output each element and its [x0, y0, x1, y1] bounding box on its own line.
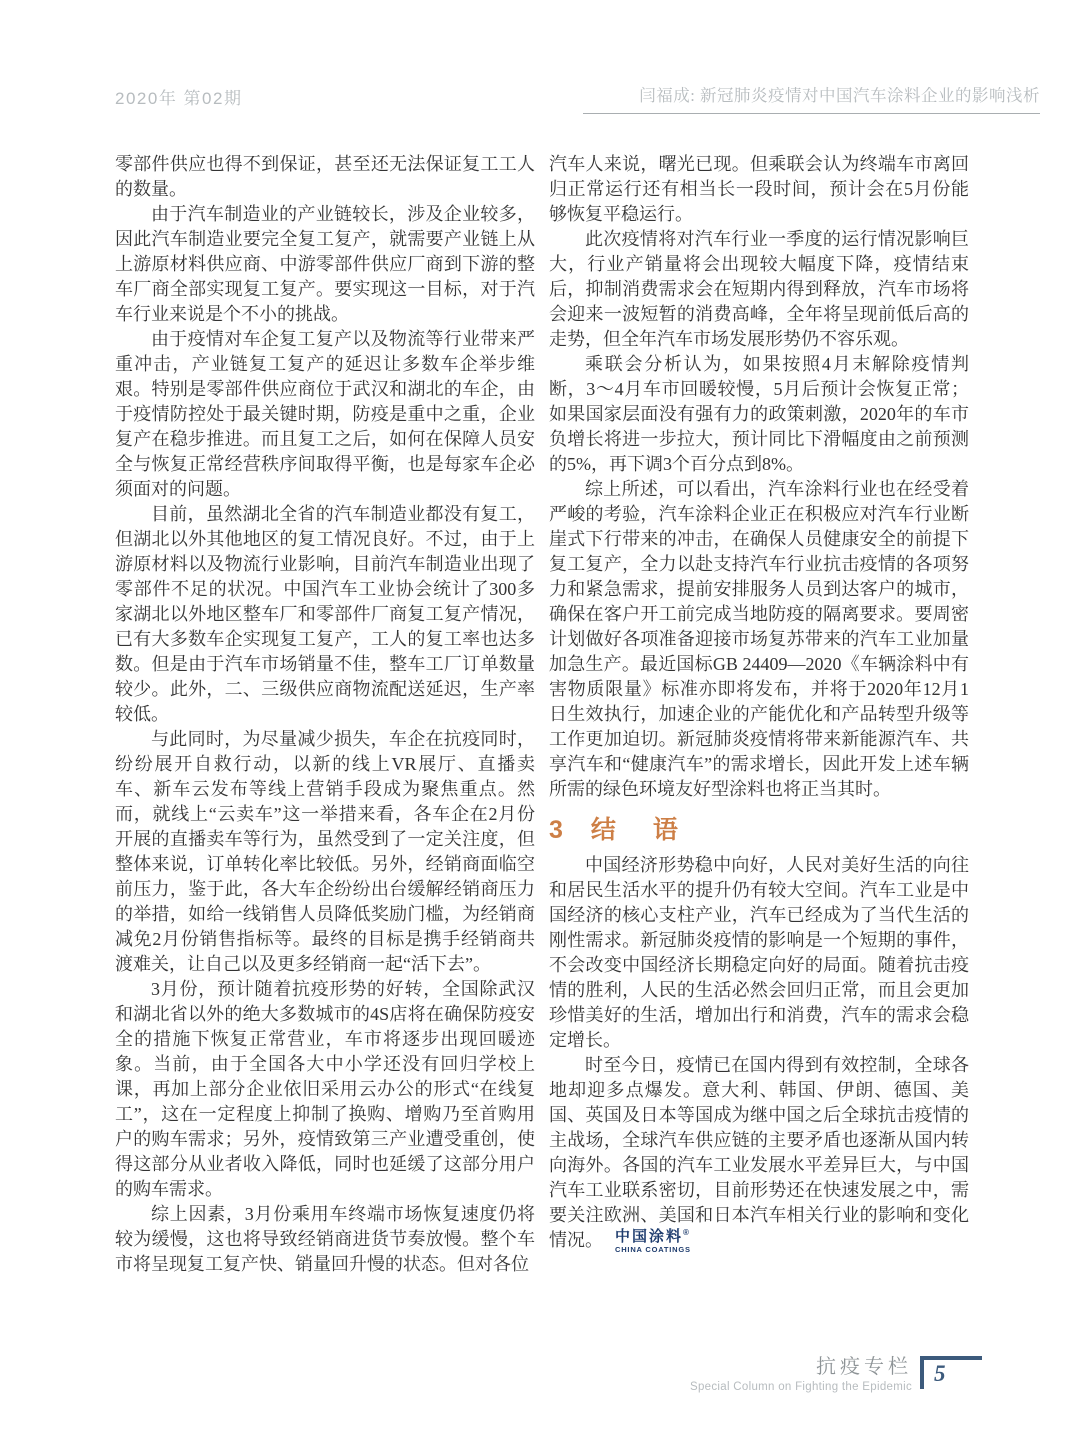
- column-name-chinese: 抗疫专栏: [816, 1356, 912, 1378]
- issue-label: 2020年 第02期: [115, 89, 243, 108]
- page-footer: [690, 1356, 982, 1393]
- running-title: 闫福成: 新冠肺炎疫情对中国汽车涂料企业的影响浅析: [583, 82, 1040, 114]
- paragraph: 此次疫情将对汽车行业一季度的运行情况影响巨大，行业产销量将会出现较大幅度下降，疫情结束后，抑制消费需求会在短期内得到释放，汽车市场将会迎来一波短暂的消费高峰，全年将呈现前低后高的走势，但全年汽车市场发展形势仍不容乐观。: [549, 229, 969, 349]
- left-column: [115, 152, 535, 1277]
- page-number-box: [920, 1356, 982, 1389]
- column-name-english: Special Column on Fighting the Epidemic: [689, 1381, 912, 1393]
- column-name-block: [690, 1356, 912, 1393]
- paragraph: 中国经济形势稳中向好，人民对美好生活的向往和居民生活水平的提升仍有较大空间。汽车工业是中国经济的核心支柱产业，汽车已经成为了当代生活的刚性需求。新冠肺炎疫情的影响是一个短期的事件，不会改变中国经济长期稳定向好的局面。随着抗击疫情的胜利，人民的生活必然会回归正常，而且会更加珍惜美好的生活，增加出行和消费，汽车的需求会稳定增长。: [549, 855, 969, 1050]
- paragraph: 由于汽车制造业的产业链较长，涉及企业较多，因此汽车制造业要完全复工复产，就需要产业链上从上游原材料供应商、中游零部件供应厂商到下游的整车厂商全部实现复工复产。要实现这一目标，对于汽车行业来说是个不小的挑战。: [115, 204, 535, 324]
- registered-trademark-mark: ®: [683, 1228, 689, 1237]
- paragraph: 零部件供应也得不到保证，甚至还无法保证复工工人的数量。: [115, 154, 535, 199]
- paragraph: 综上因素，3月份乘用车终端市场恢复速度仍将较为缓慢，这也将导致经销商进货节奏放慢。整个车市将呈现复工复产快、销量回升慢的状态。但对各位: [115, 1204, 535, 1274]
- paragraph-text: 时至今日，疫情已在国内得到有效控制，全球各地却迎多点爆发。意大利、韩国、伊朗、德国、美国、英国及日本等国成为继中国之后全球抗击疫情的主战场，全球汽车供应链的主要矛盾也逐渐从国内转向海外。各国的汽车工业发展水平差异巨大，与中国汽车工业联系密切，目前形势还在快速发展之中，需要关注欧洲、美国和日本汽车相关行业的影响和变化情况。: [549, 1055, 969, 1250]
- page-number: 5: [934, 1361, 946, 1386]
- paragraph: 综上所述，可以看出，汽车涂料行业也在经受着严峻的考验，汽车涂料企业正在积极应对汽车行业断崖式下行带来的冲击，在确保人员健康安全的前提下复工复产，全力以赴支持汽车行业抗击疫情的各项努力和紧急需求，提前安排服务人员到达客户的城市，确保在客户开工前完成当地防疫的隔离要求。要周密计划做好各项准备迎接市场复苏带来的汽车工业加量加急生产。最近国标GB 24409—2020《车辆涂料中有害物质限量》标准亦即将发布，并将于2020年12月1日生效执行，加速企业的产能优化和产品转型升级等工作更加迫切。新冠肺炎疫情将带来新能源汽车、共享汽车和“健康汽车”的需求增长，因此开发上述车辆所需的绿色环境友好型涂料也将正当其时。: [549, 479, 969, 799]
- paragraph: 乘联会分析认为，如果按照4月末解除疫情判断，3～4月车市回暖较慢，5月后预计会恢复正常；如果国家层面没有强有力的政策刺激，2020年的车市负增长将进一步拉大，预计同比下滑幅度由之前预测的5%，再下调3个百分点到8%。: [549, 354, 969, 474]
- paragraph: 由于疫情对车企复工复产以及物流等行业带来严重冲击，产业链复工复产的延迟让多数车企举步维艰。特别是零部件供应商位于武汉和湖北的车企，由于疫情防控处于最关键时期，防疫是重中之重，企业复产在稳步推进。而且复工之后，如何在保障人员安全与恢复正常经营秩序间取得平衡，也是每家车企必须面对的问题。: [115, 329, 535, 499]
- paragraph: 汽车人来说，曙光已现。但乘联会认为终端车市离回归正常运行还有相当长一段时间，预计会在5月份能够恢复平稳运行。: [549, 154, 969, 224]
- paragraph: 目前，虽然湖北全省的汽车制造业都没有复工，但湖北以外其他地区的复工情况良好。不过，由于上游原材料以及物流行业影响，目前汽车制造业出现了零部件不足的状况。中国汽车工业协会统计了300多家湖北以外地区整车厂和零部件厂商复工复产情况，已有大多数车企实现复工复产，工人的复工率也达多数。但是由于汽车市场销量不佳，整车工厂订单数量较少。此外，二、三级供应商物流配送延迟，生产率较低。: [115, 504, 535, 724]
- logo-english-name: CHINA COATINGS: [615, 1245, 691, 1254]
- right-column: [549, 152, 969, 1254]
- paragraph: [549, 1053, 969, 1254]
- china-coatings-logo: [615, 1229, 691, 1254]
- section-heading: [549, 818, 969, 843]
- section-number: 3: [549, 816, 563, 844]
- paragraph: 3月份，预计随着抗疫形势的好转，全国除武汉和湖北省以外的绝大多数城市的4S店将在确保防疫安全的措施下恢复正常营业，车市将逐步出现回暖迹象。当前，由于全国各大中小学还没有回归学校上课，再加上部分企业依旧采用云办公的形式“在线复工”，这在一定程度上抑制了换购、增购乃至首购用户的购车需求；另外，疫情致第三产业遭受重创，使得这部分从业者收入降低，同时也延缓了这部分用户的购车需求。: [115, 979, 535, 1199]
- paragraph: 与此同时，为尽量减少损失，车企在抗疫同时，纷纷展开自救行动，以新的线上VR展厅、直播卖车、新车云发布等线上营销手段成为聚焦重点。然而，就线上“云卖车”这一举措来看，各车企在2月份开展的直播卖车等行为，虽然受到了一定关注度，但整体来说，订单转化率比较低。另外，经销商面临空前压力，鉴于此，各大车企纷纷出台缓解经销商压力的举措，如给一线销售人员降低奖励门槛，为经销商减免2月份销售指标等。最终的目标是携手经销商共渡难关，让自己以及更多经销商一起“活下去”。: [115, 729, 535, 974]
- section-title: 结 语: [590, 816, 684, 844]
- logo-chinese-name: 中国涂料®: [615, 1228, 689, 1245]
